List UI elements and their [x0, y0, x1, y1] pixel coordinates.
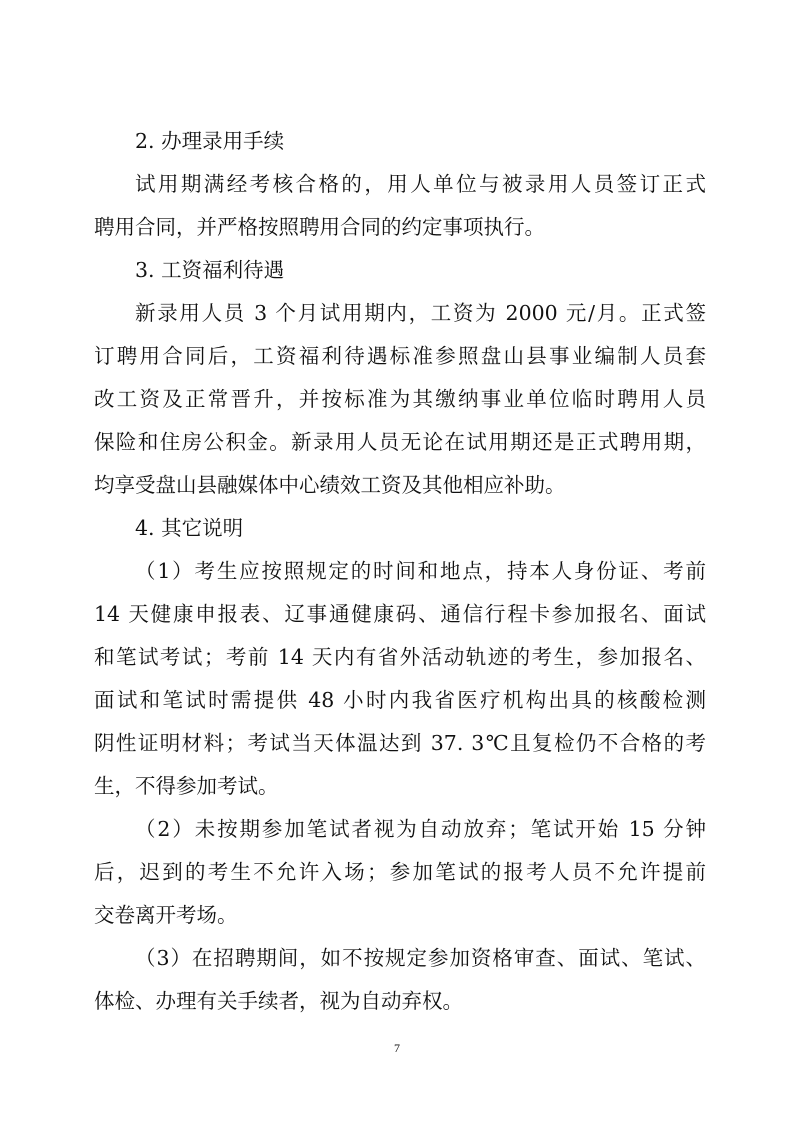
page-number: 7 [394, 1041, 400, 1055]
paragraph-line: 订聘用合同后，工资福利待遇标准参照盘山县事业编制人员套 [94, 344, 706, 368]
section-heading-4: 4. 其它说明 [135, 516, 244, 540]
paragraph-line: 14 天健康申报表、辽事通健康码、通信行程卡参加报名、面试 [94, 602, 706, 626]
paragraph-line: 生，不得参加考试。 [94, 774, 279, 798]
paragraph-line: 和笔试考试；考前 14 天内有省外活动轨迹的考生，参加报名、 [94, 645, 706, 669]
paragraph-line: 均享受盘山县融媒体中心绩效工资及其他相应补助。 [94, 473, 566, 497]
paragraph-line: （1）考生应按照规定的时间和地点，持本人身份证、考前 [135, 559, 706, 583]
paragraph-line: 体检、办理有关手续者，视为自动弃权。 [94, 989, 463, 1013]
paragraph-line: 阴性证明材料；考试当天体温达到 37. 3℃且复检仍不合格的考 [94, 731, 706, 755]
section-heading-3: 3. 工资福利待遇 [135, 258, 285, 282]
paragraph-line: 保险和住房公积金。新录用人员无论在试用期还是正式聘用期， [94, 430, 706, 454]
paragraph-line: 新录用人员 3 个月试用期内，工资为 2000 元/月。正式签 [135, 301, 706, 325]
section-heading-2: 2. 办理录用手续 [135, 129, 285, 153]
paragraph-line: 后，迟到的考生不允许入场；参加笔试的报考人员不允许提前 [94, 860, 706, 884]
paragraph-line: （2）未按期参加笔试者视为自动放弃；笔试开始 15 分钟 [135, 817, 706, 841]
paragraph-line: 交卷离开考场。 [94, 903, 238, 927]
paragraph-line: 面试和笔试时需提供 48 小时内我省医疗机构出具的核酸检测 [94, 688, 706, 712]
paragraph-line: 试用期满经考核合格的，用人单位与被录用人员签订正式 [135, 172, 706, 196]
paragraph-line: 改工资及正常晋升，并按标准为其缴纳事业单位临时聘用人员 [94, 387, 706, 411]
paragraph-line: 聘用合同，并严格按照聘用合同的约定事项执行。 [94, 215, 545, 239]
paragraph-line: （3）在招聘期间，如不按规定参加资格审查、面试、笔试、 [135, 946, 706, 970]
